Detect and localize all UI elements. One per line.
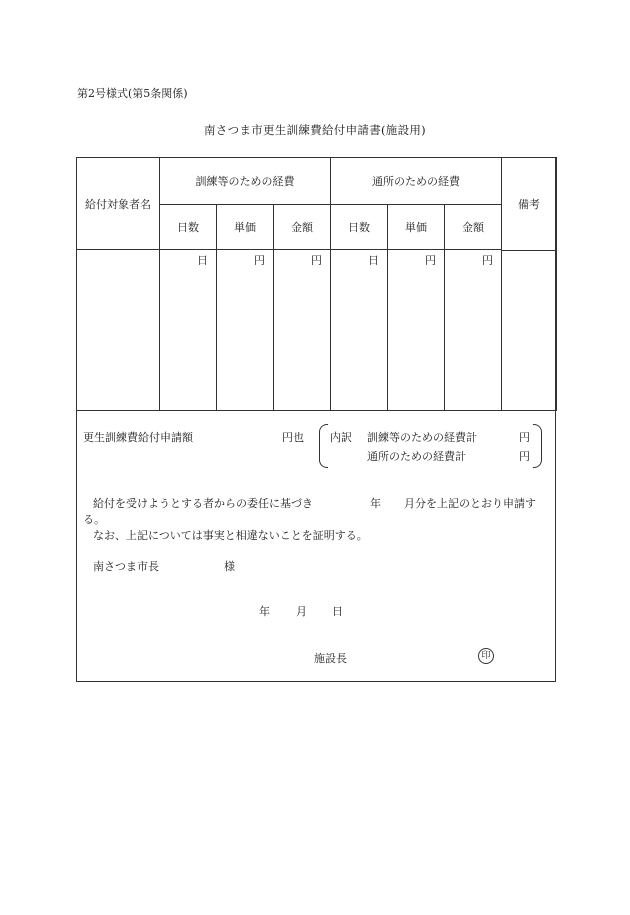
unit-yen: 円 [311, 254, 323, 267]
commute-unit-price-cell[interactable] [388, 250, 445, 411]
total-amount-label: 更生訓練費給付申請額 [83, 431, 193, 444]
commute-days-header: 日数 [331, 205, 388, 250]
breakdown-right-brace [533, 424, 542, 468]
document-title: 南さつま市更生訓練費給付申請書(施設用) [204, 123, 426, 137]
unit-yen: 円 [425, 254, 437, 267]
declaration-month: 月分を上記のとおり申請す [404, 497, 536, 510]
breakdown-training: 訓練等のための経費計 [367, 431, 477, 444]
unit-yen: 円 [482, 254, 494, 267]
training-amount-cell[interactable] [274, 250, 331, 411]
remarks-header [502, 158, 557, 411]
declaration-line1-tail: る。 [83, 513, 105, 526]
recipient-name-cell[interactable] [77, 250, 160, 411]
commute-cost-header: 通所のための経費 [331, 158, 502, 205]
breakdown-commute: 通所のための経費計 [367, 450, 466, 463]
breakdown-left-brace [319, 424, 328, 468]
remarks-label: 備考 [518, 197, 541, 211]
date-month: 月 [296, 605, 307, 618]
declaration-year: 年 [370, 497, 381, 510]
recipient-name-header: 給付対象者名 [77, 158, 160, 250]
breakdown-label: 内訳 [330, 431, 352, 444]
commute-amount-header: 金額 [445, 205, 502, 250]
date-day: 日 [332, 605, 343, 618]
breakdown-commute-unit: 円 [519, 450, 530, 463]
training-unit-price-header: 単価 [217, 205, 274, 250]
seal-mark: 印 [478, 648, 494, 664]
unit-days: 日 [368, 254, 380, 267]
unit-yen: 円 [254, 254, 265, 267]
commute-unit-price-header: 単価 [388, 205, 445, 250]
training-amount-header: 金額 [274, 205, 331, 250]
training-unit-price-cell[interactable] [217, 250, 274, 411]
breakdown-training-unit: 円 [519, 431, 530, 444]
total-amount-unit: 円也 [282, 431, 304, 444]
form-number: 第2号様式(第5条関係) [77, 87, 188, 100]
cost-table [76, 157, 557, 411]
training-cost-header: 訓練等のための経費 [160, 158, 331, 205]
training-days-header: 日数 [160, 205, 217, 250]
commute-amount-cell[interactable] [445, 250, 502, 411]
training-days-cell[interactable] [160, 250, 217, 411]
addressee-honorific: 様 [224, 560, 235, 573]
addressee-name: 南さつま市長 [93, 560, 159, 573]
commute-days-cell[interactable] [331, 250, 388, 411]
date-year: 年 [259, 605, 270, 618]
remarks-cell[interactable] [502, 250, 556, 409]
signature-title: 施設長 [314, 652, 347, 665]
unit-days: 日 [197, 254, 208, 267]
declaration-line2: なお、上記については事実と相違ないことを証明する。 [93, 529, 368, 542]
declaration-line1: 給付を受けようとする者からの委任に基づき [93, 497, 313, 510]
